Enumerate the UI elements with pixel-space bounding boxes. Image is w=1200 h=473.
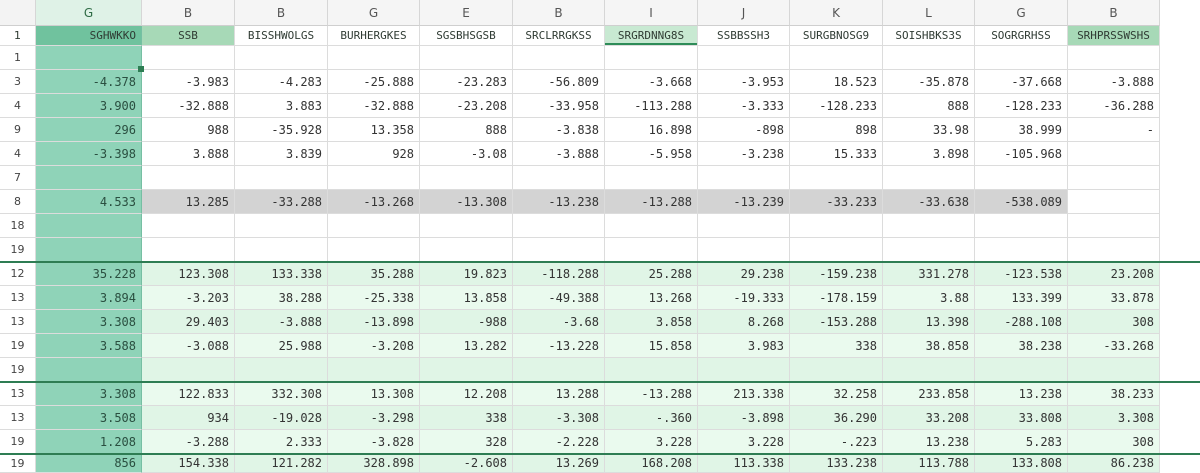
data-cell[interactable]: -3.898 [698, 406, 790, 430]
data-cell[interactable]: 25.988 [235, 334, 328, 358]
data-cell[interactable]: 13.288 [513, 382, 605, 406]
data-cell[interactable]: 13.238 [883, 430, 975, 454]
table-row [0, 94, 1200, 118]
header-cell[interactable]: BISSHWOLGS [235, 26, 328, 46]
data-cell[interactable]: 38.858 [883, 334, 975, 358]
data-cell[interactable]: -4.378 [36, 70, 142, 94]
data-cell[interactable]: -35.878 [883, 70, 975, 94]
data-cell[interactable]: 5.283 [975, 430, 1068, 454]
data-cell[interactable] [328, 238, 420, 262]
data-cell[interactable]: -3.203 [142, 286, 235, 310]
data-cell[interactable]: -25.338 [328, 286, 420, 310]
data-cell[interactable] [420, 166, 513, 190]
data-cell[interactable]: -3.888 [1068, 70, 1160, 94]
row-number: 7 [0, 166, 36, 190]
data-cell[interactable]: -13.308 [420, 190, 513, 214]
data-cell[interactable]: -3.828 [328, 430, 420, 454]
data-cell[interactable]: 213.338 [698, 382, 790, 406]
row-number: 3 [0, 70, 36, 94]
header-cell[interactable]: SOISHBKS3S [883, 26, 975, 46]
column-header-7[interactable]: I [605, 0, 698, 26]
row-number: 19 [0, 358, 36, 382]
data-cell[interactable]: 898 [790, 118, 883, 142]
data-cell[interactable] [605, 214, 698, 238]
data-cell[interactable] [790, 214, 883, 238]
data-cell[interactable]: 338 [420, 406, 513, 430]
data-cell[interactable] [605, 238, 698, 262]
data-cell[interactable]: 13.358 [328, 118, 420, 142]
data-cell[interactable]: 29.403 [142, 310, 235, 334]
section-divider [0, 261, 1200, 263]
data-cell[interactable] [328, 358, 420, 382]
data-cell[interactable] [513, 46, 605, 70]
data-cell[interactable]: -3.308 [513, 406, 605, 430]
data-cell[interactable]: -13.238 [513, 190, 605, 214]
data-cell[interactable]: -13.228 [513, 334, 605, 358]
data-cell[interactable] [36, 166, 142, 190]
table-row [0, 190, 1200, 214]
data-cell[interactable]: -13.898 [328, 310, 420, 334]
data-cell[interactable]: 33.808 [975, 406, 1068, 430]
data-cell[interactable]: -288.108 [975, 310, 1068, 334]
data-cell[interactable] [883, 214, 975, 238]
data-cell[interactable] [513, 214, 605, 238]
data-cell[interactable]: -538.089 [975, 190, 1068, 214]
data-cell[interactable]: 308 [1068, 430, 1160, 454]
data-cell[interactable]: -3.668 [605, 70, 698, 94]
table-row [0, 118, 1200, 142]
data-cell[interactable]: 8.268 [698, 310, 790, 334]
header-cell[interactable]: SRGRDNNG8S [605, 26, 698, 46]
row-number: 19 [0, 334, 36, 358]
data-cell[interactable]: 38.288 [235, 286, 328, 310]
data-cell[interactable]: -2.608 [420, 454, 513, 473]
data-cell[interactable] [420, 238, 513, 262]
data-cell[interactable]: 1.208 [36, 430, 142, 454]
data-cell[interactable] [328, 214, 420, 238]
data-cell[interactable]: -178.159 [790, 286, 883, 310]
data-cell[interactable]: 3.894 [36, 286, 142, 310]
data-cell[interactable] [142, 238, 235, 262]
data-cell[interactable]: 3.898 [883, 142, 975, 166]
data-cell[interactable]: 928 [328, 142, 420, 166]
data-cell[interactable]: -123.538 [975, 262, 1068, 286]
data-cell[interactable] [1068, 190, 1160, 214]
column-header-12[interactable]: B [1068, 0, 1160, 26]
data-cell[interactable] [420, 46, 513, 70]
data-cell[interactable] [235, 214, 328, 238]
table-row [0, 46, 1200, 70]
header-cell[interactable]: SOGRGRHSS [975, 26, 1068, 46]
data-cell[interactable]: -13.268 [328, 190, 420, 214]
data-cell[interactable] [36, 214, 142, 238]
data-cell[interactable]: 18.523 [790, 70, 883, 94]
data-cell[interactable]: 3.308 [36, 310, 142, 334]
data-cell[interactable]: 332.308 [235, 382, 328, 406]
data-cell[interactable] [975, 358, 1068, 382]
data-cell[interactable]: 13.398 [883, 310, 975, 334]
row-number: 4 [0, 142, 36, 166]
table-row [0, 166, 1200, 190]
data-cell[interactable]: -159.238 [790, 262, 883, 286]
table-row [0, 334, 1200, 358]
data-cell[interactable]: -128.233 [975, 94, 1068, 118]
data-cell[interactable]: 123.308 [142, 262, 235, 286]
data-cell[interactable]: -3.68 [513, 310, 605, 334]
data-cell[interactable] [698, 214, 790, 238]
data-cell[interactable]: 133.238 [790, 454, 883, 473]
data-cell[interactable] [1068, 358, 1160, 382]
data-cell[interactable]: 3.308 [36, 382, 142, 406]
data-cell[interactable]: -25.888 [328, 70, 420, 94]
data-cell[interactable] [975, 238, 1068, 262]
row-number: 9 [0, 118, 36, 142]
data-cell[interactable]: -19.333 [698, 286, 790, 310]
data-cell[interactable]: 121.282 [235, 454, 328, 473]
row-number: 13 [0, 286, 36, 310]
data-cell[interactable] [36, 358, 142, 382]
header-cell[interactable]: SGHWKKO [36, 26, 142, 46]
data-cell[interactable]: -5.958 [605, 142, 698, 166]
data-cell[interactable]: 13.268 [605, 286, 698, 310]
data-cell[interactable] [605, 46, 698, 70]
data-cell[interactable]: 168.208 [605, 454, 698, 473]
table-row [0, 214, 1200, 238]
data-cell[interactable] [698, 238, 790, 262]
data-cell[interactable]: 3.308 [1068, 406, 1160, 430]
table-row [0, 430, 1200, 454]
data-cell[interactable]: -23.208 [420, 94, 513, 118]
data-cell[interactable]: -33.288 [235, 190, 328, 214]
data-cell[interactable]: -3.238 [698, 142, 790, 166]
data-cell[interactable]: -3.838 [513, 118, 605, 142]
data-cell[interactable]: -23.283 [420, 70, 513, 94]
data-cell[interactable] [235, 166, 328, 190]
data-cell[interactable]: -13.288 [605, 382, 698, 406]
row-number: 13 [0, 310, 36, 334]
data-cell[interactable] [883, 46, 975, 70]
row-number: 13 [0, 406, 36, 430]
row-number: 19 [0, 238, 36, 262]
data-cell[interactable] [883, 238, 975, 262]
data-cell[interactable] [328, 46, 420, 70]
data-cell[interactable]: 13.282 [420, 334, 513, 358]
data-cell[interactable]: -3.288 [142, 430, 235, 454]
data-cell[interactable] [142, 214, 235, 238]
column-header-8[interactable]: J [698, 0, 790, 26]
column-header-4[interactable]: G [328, 0, 420, 26]
data-cell[interactable]: 934 [142, 406, 235, 430]
data-cell[interactable] [513, 238, 605, 262]
data-cell[interactable] [142, 358, 235, 382]
data-cell[interactable]: -32.888 [328, 94, 420, 118]
data-cell[interactable]: -33.233 [790, 190, 883, 214]
data-cell[interactable]: 3.883 [235, 94, 328, 118]
data-cell[interactable] [790, 238, 883, 262]
data-cell[interactable]: 133.399 [975, 286, 1068, 310]
data-cell[interactable]: -105.968 [975, 142, 1068, 166]
data-cell[interactable]: -33.638 [883, 190, 975, 214]
data-cell[interactable]: -33.958 [513, 94, 605, 118]
data-cell[interactable] [698, 46, 790, 70]
table-row [0, 286, 1200, 310]
data-cell[interactable]: 12.208 [420, 382, 513, 406]
data-cell[interactable]: 328 [420, 430, 513, 454]
column-header-row [0, 0, 1200, 26]
row-number: 4 [0, 94, 36, 118]
data-cell[interactable]: 338 [790, 334, 883, 358]
data-cell[interactable]: 4.533 [36, 190, 142, 214]
table-row [0, 406, 1200, 430]
data-cell[interactable] [1068, 142, 1160, 166]
data-cell[interactable] [605, 166, 698, 190]
data-cell[interactable] [975, 46, 1068, 70]
data-cell[interactable]: 3.858 [605, 310, 698, 334]
data-cell[interactable]: 133.808 [975, 454, 1068, 473]
data-cell[interactable]: 3.508 [36, 406, 142, 430]
data-cell[interactable]: 36.290 [790, 406, 883, 430]
data-cell[interactable]: 233.858 [883, 382, 975, 406]
data-cell[interactable]: -3.888 [235, 310, 328, 334]
data-cell[interactable]: -13.239 [698, 190, 790, 214]
header-cell[interactable]: SURGBNOSG9 [790, 26, 883, 46]
data-cell[interactable]: 3.228 [605, 430, 698, 454]
data-cell[interactable]: -3.298 [328, 406, 420, 430]
data-cell[interactable] [142, 166, 235, 190]
data-cell[interactable]: 13.269 [513, 454, 605, 473]
table-row [0, 262, 1200, 286]
row-number: 19 [0, 454, 36, 473]
header-cell[interactable]: SSB [142, 26, 235, 46]
data-cell[interactable]: 3.588 [36, 334, 142, 358]
data-cell[interactable]: -2.228 [513, 430, 605, 454]
data-cell[interactable]: 3.900 [36, 94, 142, 118]
data-cell[interactable] [975, 166, 1068, 190]
column-header-5[interactable]: E [420, 0, 513, 26]
data-cell[interactable] [513, 358, 605, 382]
data-cell[interactable]: 3.888 [142, 142, 235, 166]
data-cell[interactable]: -13.288 [605, 190, 698, 214]
data-cell[interactable] [1068, 166, 1160, 190]
data-cell[interactable]: 19.823 [420, 262, 513, 286]
column-header-2[interactable]: B [142, 0, 235, 26]
table-row [0, 238, 1200, 262]
data-cell[interactable]: 16.898 [605, 118, 698, 142]
row-number: 19 [0, 430, 36, 454]
data-cell[interactable]: 38.233 [1068, 382, 1160, 406]
data-cell[interactable] [328, 166, 420, 190]
data-cell[interactable]: 35.288 [328, 262, 420, 286]
data-cell[interactable]: 113.788 [883, 454, 975, 473]
data-cell[interactable]: -33.268 [1068, 334, 1160, 358]
data-cell[interactable]: 3.839 [235, 142, 328, 166]
data-cell[interactable]: -.360 [605, 406, 698, 430]
data-cell[interactable]: 38.238 [975, 334, 1068, 358]
data-cell[interactable]: 3.228 [698, 430, 790, 454]
column-header-10[interactable]: L [883, 0, 975, 26]
data-cell[interactable]: -4.283 [235, 70, 328, 94]
data-cell[interactable]: 15.858 [605, 334, 698, 358]
data-cell[interactable]: 308 [1068, 310, 1160, 334]
data-cell[interactable] [235, 238, 328, 262]
data-cell[interactable]: 328.898 [328, 454, 420, 473]
data-cell[interactable]: -3.333 [698, 94, 790, 118]
data-cell[interactable]: -113.288 [605, 94, 698, 118]
data-cell[interactable] [36, 238, 142, 262]
table-row [0, 358, 1200, 382]
data-cell[interactable]: 154.338 [142, 454, 235, 473]
table-row [0, 70, 1200, 94]
data-cell[interactable] [513, 166, 605, 190]
data-cell[interactable]: 296 [36, 118, 142, 142]
data-cell[interactable]: 33.208 [883, 406, 975, 430]
column-header-9[interactable]: K [790, 0, 883, 26]
data-cell[interactable]: 13.285 [142, 190, 235, 214]
section-divider [0, 453, 1200, 455]
data-cell[interactable] [790, 358, 883, 382]
data-cell[interactable] [1068, 238, 1160, 262]
data-cell[interactable]: -3.888 [513, 142, 605, 166]
data-cell[interactable]: -128.233 [790, 94, 883, 118]
section-divider [0, 381, 1200, 383]
header-cell[interactable]: SGSBHSGSB [420, 26, 513, 46]
data-cell[interactable]: -3.208 [328, 334, 420, 358]
data-cell[interactable]: -153.288 [790, 310, 883, 334]
row-number: 18 [0, 214, 36, 238]
column-header-6[interactable]: B [513, 0, 605, 26]
data-cell[interactable]: 86.238 [1068, 454, 1160, 473]
table-row [0, 310, 1200, 334]
data-cell[interactable]: 25.288 [605, 262, 698, 286]
data-cell[interactable]: -32.888 [142, 94, 235, 118]
data-cell[interactable]: - [1068, 118, 1160, 142]
data-cell[interactable]: -3.088 [142, 334, 235, 358]
data-cell[interactable]: -19.028 [235, 406, 328, 430]
row-number: 12 [0, 262, 36, 286]
data-cell[interactable] [883, 358, 975, 382]
data-cell[interactable]: 113.338 [698, 454, 790, 473]
column-header-3[interactable]: B [235, 0, 328, 26]
data-cell[interactable] [975, 214, 1068, 238]
table-row [0, 142, 1200, 166]
data-cell[interactable]: 2.333 [235, 430, 328, 454]
header-cell[interactable]: SRHPRSSWSHS [1068, 26, 1160, 46]
data-cell[interactable]: 122.833 [142, 382, 235, 406]
data-cell[interactable]: 35.228 [36, 262, 142, 286]
data-cell[interactable]: -118.288 [513, 262, 605, 286]
data-cell[interactable] [420, 358, 513, 382]
data-cell[interactable]: 23.208 [1068, 262, 1160, 286]
table-row [0, 382, 1200, 406]
data-cell[interactable] [790, 166, 883, 190]
header-cell[interactable]: SSBBSSH3 [698, 26, 790, 46]
header-cell[interactable]: BURHERGKES [328, 26, 420, 46]
data-cell[interactable]: 38.999 [975, 118, 1068, 142]
data-cell[interactable]: -3.983 [142, 70, 235, 94]
data-cell[interactable]: 888 [883, 94, 975, 118]
data-cell[interactable]: -988 [420, 310, 513, 334]
data-cell[interactable]: 29.238 [698, 262, 790, 286]
data-cell[interactable] [790, 46, 883, 70]
data-cell[interactable] [883, 166, 975, 190]
column-header-11[interactable]: G [975, 0, 1068, 26]
data-cell[interactable]: 32.258 [790, 382, 883, 406]
data-cell[interactable]: 856 [36, 454, 142, 473]
data-cell[interactable]: 15.333 [790, 142, 883, 166]
data-cell[interactable] [235, 46, 328, 70]
row-number: 8 [0, 190, 36, 214]
data-cell[interactable]: 988 [142, 118, 235, 142]
data-cell[interactable] [605, 358, 698, 382]
data-cell[interactable]: -49.388 [513, 286, 605, 310]
data-cell[interactable]: 13.858 [420, 286, 513, 310]
row-number: 1 [0, 46, 36, 70]
data-cell[interactable]: 13.308 [328, 382, 420, 406]
data-cell[interactable]: -37.668 [975, 70, 1068, 94]
data-cell[interactable]: -3.08 [420, 142, 513, 166]
data-cell[interactable]: 888 [420, 118, 513, 142]
data-cell[interactable] [1068, 214, 1160, 238]
data-cell[interactable] [142, 46, 235, 70]
data-cell[interactable]: 133.338 [235, 262, 328, 286]
data-cell[interactable]: -36.288 [1068, 94, 1160, 118]
row-number: 1 [0, 26, 36, 46]
data-cell[interactable]: 13.238 [975, 382, 1068, 406]
column-header-1[interactable]: G [36, 0, 142, 26]
data-cell[interactable]: -.223 [790, 430, 883, 454]
row-number: 13 [0, 382, 36, 406]
data-cell[interactable] [698, 358, 790, 382]
data-cell[interactable]: -3.398 [36, 142, 142, 166]
data-cell[interactable] [420, 214, 513, 238]
corner-cell[interactable] [0, 0, 36, 26]
data-cell[interactable]: 3.983 [698, 334, 790, 358]
data-cell[interactable]: -35.928 [235, 118, 328, 142]
header-cell[interactable]: SRCLRRGKSS [513, 26, 605, 46]
data-cell[interactable] [1068, 46, 1160, 70]
data-cell[interactable]: -56.809 [513, 70, 605, 94]
data-cell[interactable] [36, 46, 142, 70]
data-cell[interactable] [698, 166, 790, 190]
data-cell[interactable]: 331.278 [883, 262, 975, 286]
data-cell[interactable] [235, 358, 328, 382]
table-row [0, 454, 1200, 473]
data-cell[interactable]: -898 [698, 118, 790, 142]
fill-handle[interactable] [138, 66, 144, 72]
header-row [0, 26, 1200, 46]
data-cell[interactable]: 3.88 [883, 286, 975, 310]
data-cell[interactable]: 33.98 [883, 118, 975, 142]
data-cell[interactable]: 33.878 [1068, 286, 1160, 310]
data-cell[interactable]: -3.953 [698, 70, 790, 94]
